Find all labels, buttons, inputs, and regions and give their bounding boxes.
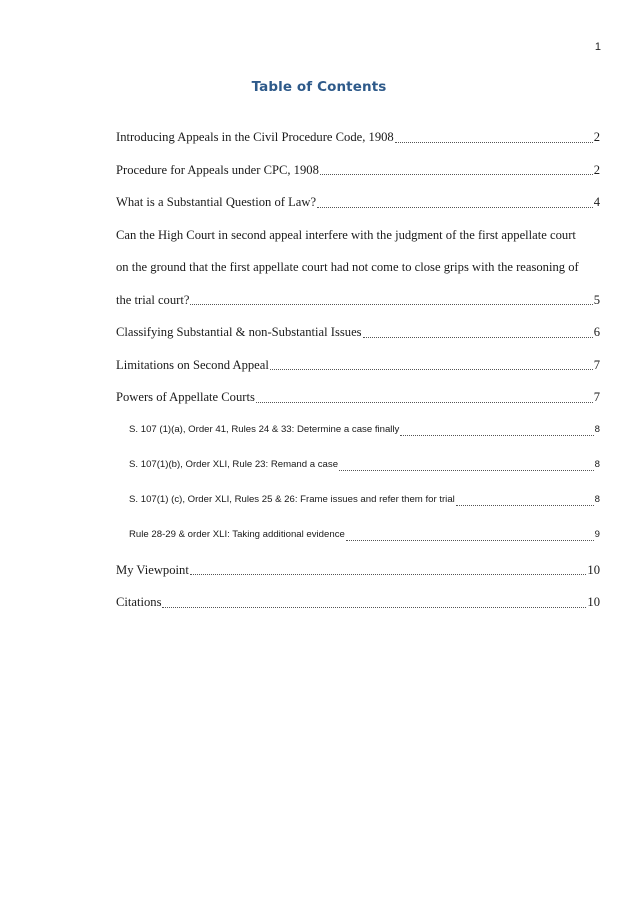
toc-entry-label: Introducing Appeals in the Civil Procedure Code, 1908: [116, 130, 394, 144]
toc-entry-page: 7: [593, 357, 600, 372]
toc-entry-label: S. 107(1)(b), Order XLI, Rule 23: Remand a case: [129, 458, 339, 470]
toc-entry-page: 5: [593, 292, 600, 307]
toc-entry-page: 9: [594, 528, 600, 540]
dot-leader: [395, 134, 593, 143]
toc-entry-label: Classifying Substantial & non-Substantial Issues: [116, 325, 362, 339]
dot-leader: [190, 566, 587, 575]
dot-leader: [339, 462, 594, 471]
toc-entry[interactable]: [116, 319, 600, 352]
dot-leader: [317, 199, 593, 208]
toc-subentry[interactable]: [116, 522, 600, 557]
toc-entry[interactable]: [116, 557, 600, 590]
toc-entry-multiline[interactable]: [116, 222, 600, 320]
dot-leader: [400, 427, 593, 436]
toc-subentry[interactable]: [116, 417, 600, 452]
toc-entry-page: 8: [594, 493, 600, 505]
toc-subentry[interactable]: [116, 452, 600, 487]
dot-leader: [456, 497, 594, 506]
toc-entry-page: 2: [593, 162, 600, 177]
toc-entry-label: What is a Substantial Question of Law?: [116, 195, 317, 209]
toc-entry[interactable]: [116, 384, 600, 417]
table-of-contents: [116, 124, 600, 622]
dot-leader: [162, 599, 586, 608]
toc-title: Table of Contents: [251, 79, 387, 95]
toc-entry-label: My Viewpoint: [116, 562, 189, 577]
dot-leader: [346, 532, 594, 541]
toc-entry-page: 10: [587, 562, 600, 577]
toc-entry-label: the trial court?: [116, 292, 190, 307]
toc-entry-label: Procedure for Appeals under CPC, 1908: [116, 162, 319, 177]
toc-entry-page: 4: [593, 195, 600, 209]
toc-entry-page: 6: [593, 325, 600, 339]
dot-leader: [363, 329, 593, 338]
dot-leader: [320, 166, 593, 175]
toc-entry-label: Powers of Appellate Courts: [116, 390, 255, 404]
toc-entry-page: 7: [593, 390, 600, 404]
toc-entry[interactable]: [116, 352, 600, 385]
toc-entry[interactable]: [116, 189, 600, 222]
toc-entry-line: Can the High Court in second appeal interfere with the judgment of the first appellate court: [116, 227, 576, 242]
toc-entry-label: Limitations on Second Appeal: [116, 357, 269, 372]
toc-entry-label: Citations: [116, 595, 162, 609]
toc-entry-page: 8: [594, 423, 600, 435]
dot-leader: [256, 394, 593, 403]
toc-entry[interactable]: [116, 124, 600, 157]
toc-entry-line: on the ground that the first appellate court had not come to close grips with the reasoning of: [116, 260, 579, 274]
dot-leader: [190, 296, 592, 305]
toc-entry-label: S. 107 (1)(a), Order 41, Rules 24 & 33: Determine a case finally: [129, 423, 400, 435]
toc-entry[interactable]: [116, 157, 600, 190]
dot-leader: [270, 361, 593, 370]
page-number: 1: [594, 41, 601, 53]
toc-entry-page: 2: [593, 130, 600, 144]
toc-entry-label: S. 107(1) (c), Order XLI, Rules 25 & 26: Frame issues and refer them for trial: [129, 493, 455, 505]
toc-subentry[interactable]: [116, 487, 600, 522]
toc-entry-label: Rule 28-29 & order XLI: Taking additional evidence: [129, 528, 345, 540]
toc-entry-page: 10: [587, 595, 600, 609]
toc-entry[interactable]: [116, 589, 600, 622]
toc-entry-page: 8: [594, 458, 600, 470]
